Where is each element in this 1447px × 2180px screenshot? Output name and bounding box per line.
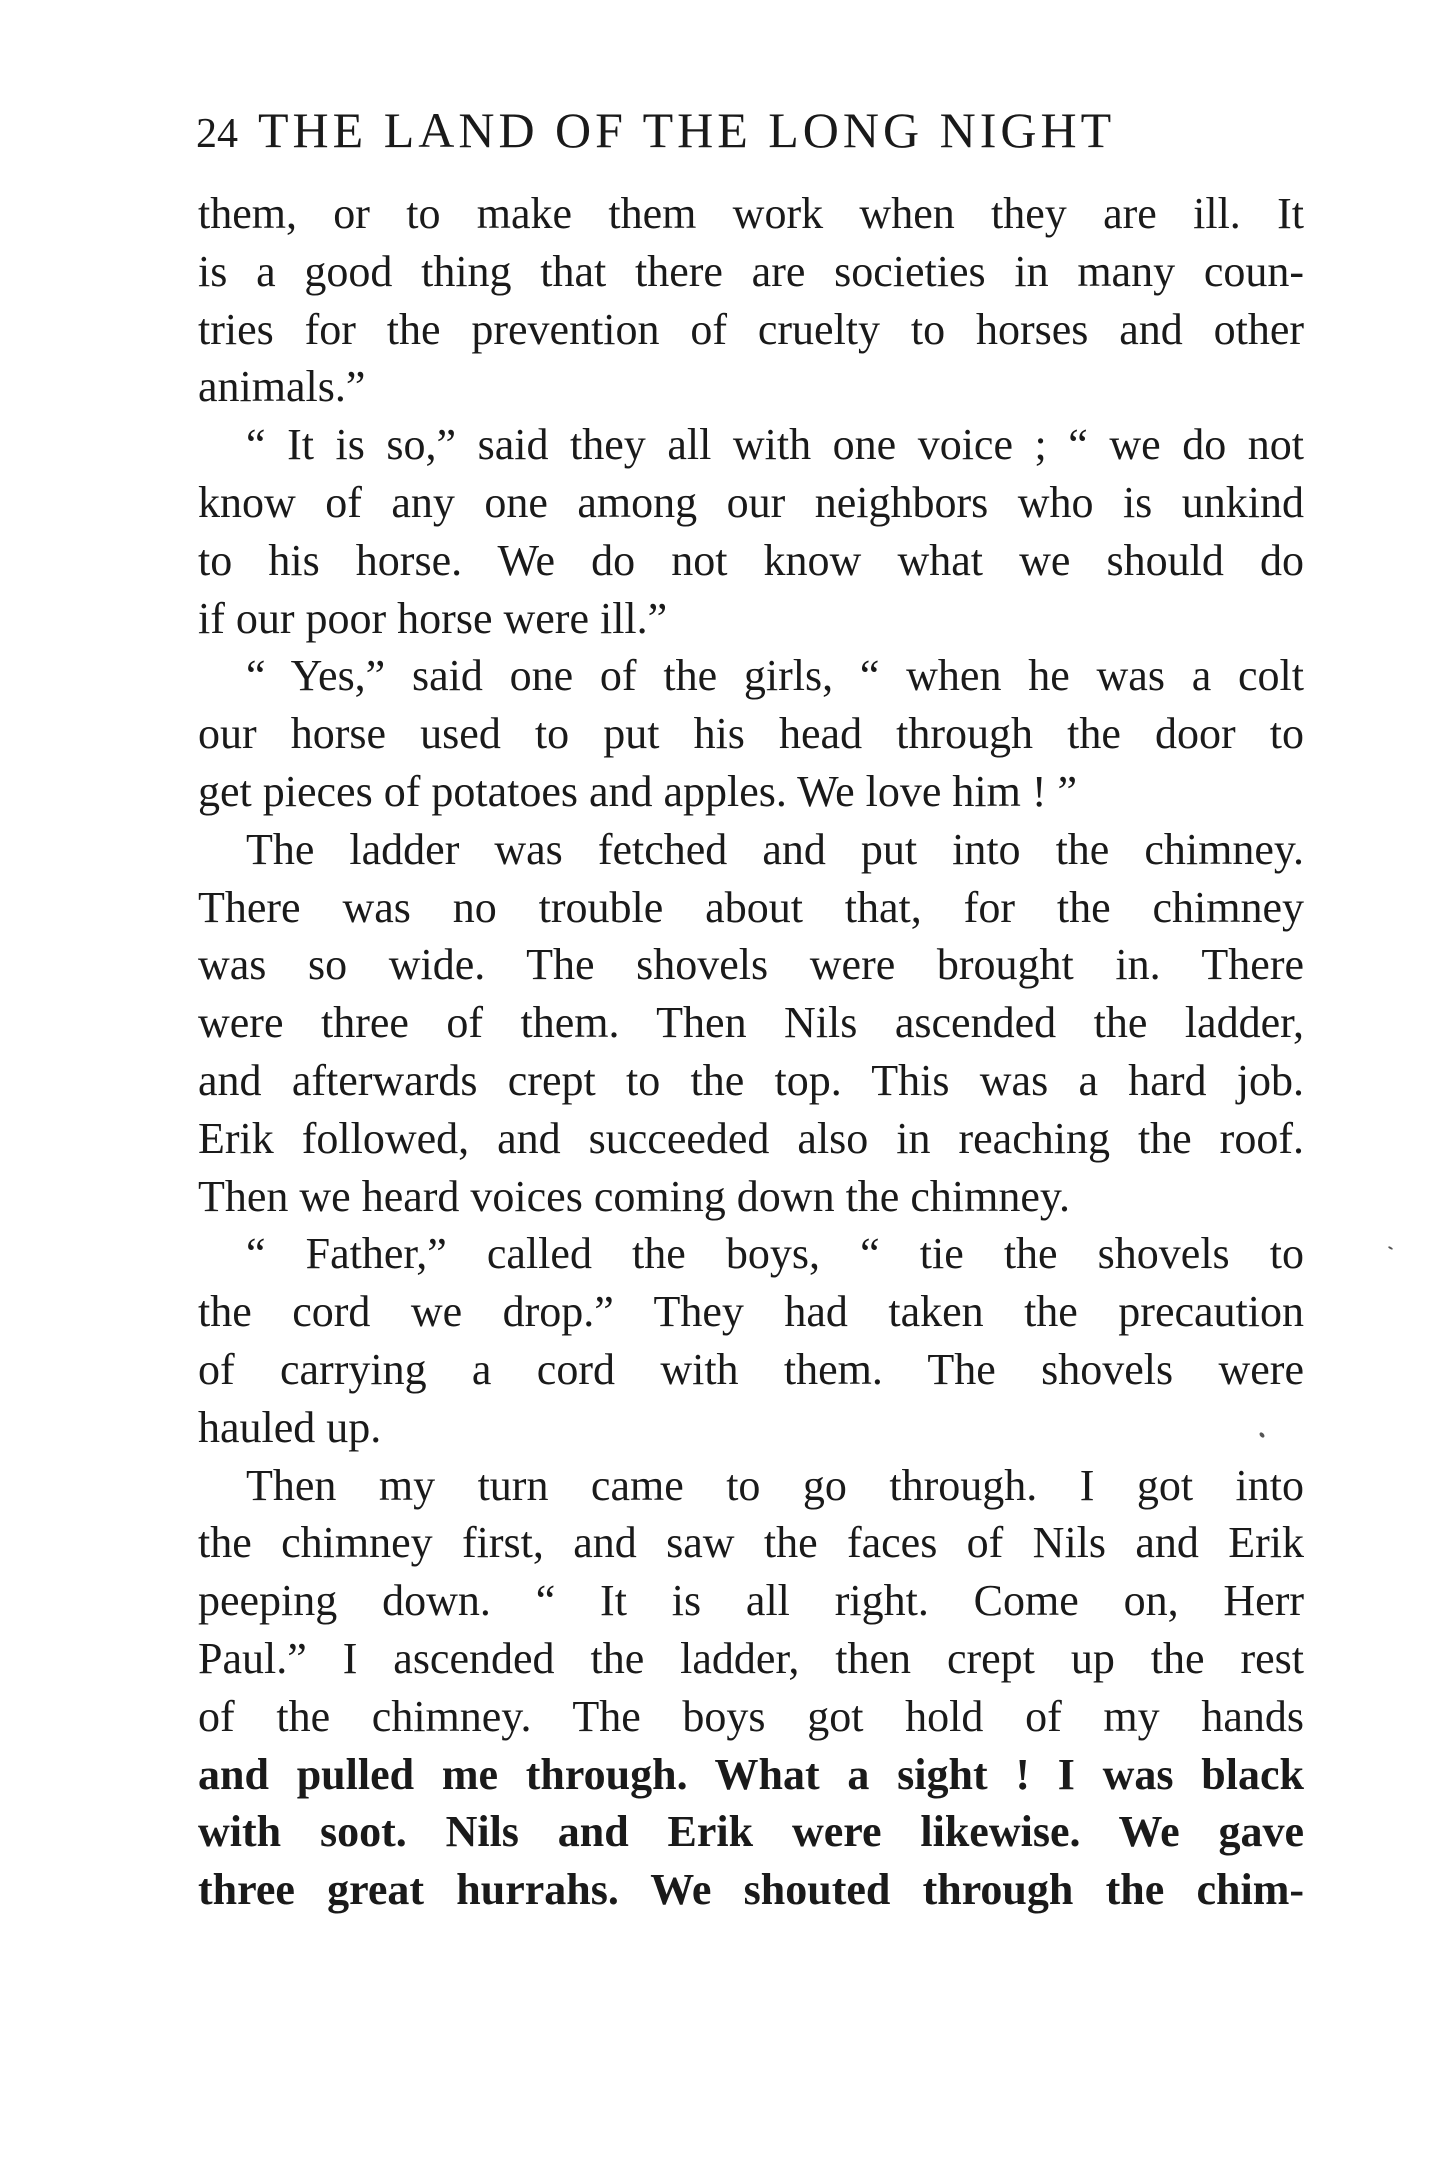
running-head [196, 100, 1302, 160]
text-line: tries for the prevention of cruelty to horses and other [198, 304, 1304, 354]
text-line: The ladder was fetched and put into the chimney. [246, 824, 1304, 874]
text-line: three great hurrahs. We shouted through the chim- [198, 1865, 1304, 1915]
text-line: Erik followed, and succeeded also in reaching the roof. [198, 1113, 1304, 1163]
text-line: know of any one among our neighbors who is unkind [198, 477, 1304, 527]
body-text [198, 185, 1304, 1919]
text-line: our horse used to put his head through the door to [198, 709, 1304, 759]
text-line: the cord we drop.” They had taken the precaution [198, 1287, 1304, 1337]
text-line: of carrying a cord with them. The shovels were [198, 1344, 1304, 1394]
text-line: There was no trouble about that, for the chimney [198, 882, 1304, 932]
text-line: is a good thing that there are societies in many coun- [198, 246, 1304, 296]
text-line: peeping down. “ It is all right. Come on, Herr [198, 1576, 1304, 1626]
text-line: Paul.” I ascended the ladder, then crept up the rest [198, 1633, 1304, 1683]
paper-speck [1388, 1246, 1393, 1250]
page-number: 24 [196, 111, 238, 157]
text-line: hauled up. [198, 1402, 382, 1452]
text-line: was so wide. The shovels were brought in. There [198, 940, 1304, 990]
text-line: and afterwards crept to the top. This was a hard job. [198, 1055, 1304, 1105]
text-line: with soot. Nils and Erik were likewise. We gave [198, 1807, 1304, 1857]
text-line: “ It is so,” said they all with one voice ; “ we do not [246, 420, 1304, 470]
text-line: get pieces of potatoes and apples. We love him ! ” [198, 766, 1078, 816]
text-line: if our poor horse were ill.” [198, 593, 668, 643]
text-line: Then we heard voices coming down the chimney. [198, 1171, 1070, 1221]
text-line: were three of them. Then Nils ascended the ladder, [198, 998, 1304, 1048]
text-line: “ Father,” called the boys, “ tie the shovels to [246, 1229, 1304, 1279]
text-line: and pulled me through. What a sight ! I was black [198, 1749, 1304, 1799]
text-line: the chimney first, and saw the faces of Nils and Erik [198, 1518, 1304, 1568]
text-line: animals.” [198, 362, 366, 412]
running-title: THE LAND OF THE LONG NIGHT [258, 102, 1116, 158]
text-line: “ Yes,” said one of the girls, “ when he was a colt [246, 651, 1304, 701]
text-line: them, or to make them work when they are ill. It [198, 189, 1304, 238]
text-line: Then my turn came to go through. I got into [246, 1460, 1304, 1510]
text-line: to his horse. We do not know what we should do [198, 535, 1304, 585]
text-line: of the chimney. The boys got hold of my hands [198, 1691, 1304, 1741]
